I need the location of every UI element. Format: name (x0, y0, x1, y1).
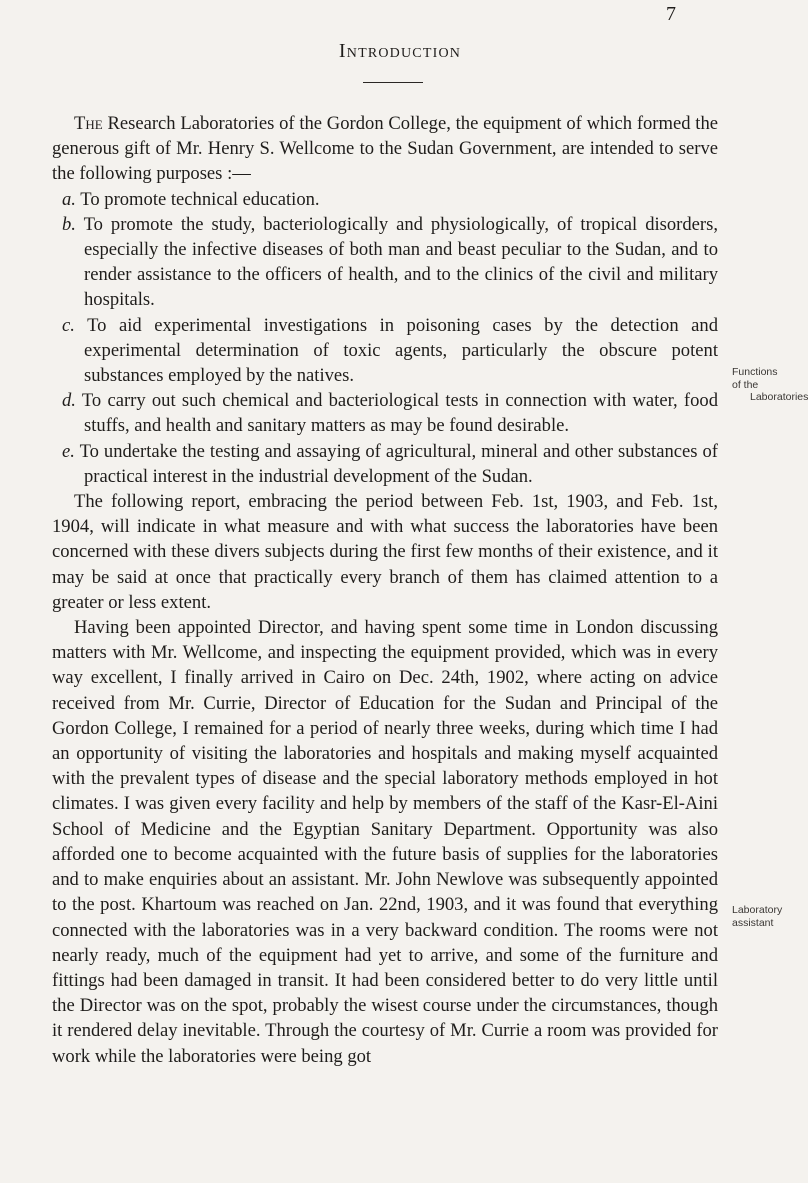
list-item-letter: c. (62, 314, 75, 336)
director-paragraph: Having been appointed Director, and having spent some time in London discussing matters with Mr. Wellcome, and inspecting the equipment provided, which was in every way excellent, I finally arrived in Cairo on Dec. 24th, 1902, where acting on advice received from Mr. Currie, Director of Education for the Sudan and Principal of the Gordon College, I remained for a period of nearly three weeks, during which time I had an opportunity of visiting the laboratories and hospitals and making myself acquainted with the prevalent types of disease and the special laboratory methods employed in hot climates. I was given every facility and help by members of the staff of the Kasr-El-Aini School of Medicine and the Egyptian Sanitary Department. Opportunity was also afforded one to become acquainted with the future basis of supplies for the laboratories and to make enquiries about an assistant. Mr. John Newlove was subsequently appointed to the post. Khartoum was reached on Jan. 22nd, 1903, and it was found that everything connected with the laboratories was in a very backward condition. The rooms were not nearly ready, much of the equipment had yet to arrive, and some of the furniture and fittings had been damaged in transit. It had been considered better to do very little until the Director was on the spot, probably the wisest course under the circumstances, though it rendered delay inevitable. Through the courtesy of Mr. Currie a room was provided for work while the laboratories were being got (52, 617, 718, 1067)
list-item (52, 187, 718, 212)
list-item (52, 212, 718, 313)
margin-note-line: Functions (732, 366, 778, 378)
list-item (52, 439, 718, 489)
list-item (52, 313, 718, 389)
list-item-text: To aid experimental investigations in poisoning cases by the detection and experimental determination of toxic agents, particularly the obscure potent substances employed by the natives. (84, 314, 719, 387)
intro-text: Research Laboratories of the Gordon College, the equipment of which formed the generous gift of Mr. Henry S. Wellcome to the Sudan Government, are intended to serve the following purposes :— (52, 113, 718, 185)
section-heading: Introduction (338, 40, 462, 62)
heading-rule (363, 82, 423, 83)
list-item-letter: e. (62, 440, 75, 462)
list-item-letter: b. (62, 213, 76, 235)
body-text (52, 111, 718, 1069)
list-item (52, 388, 718, 438)
list-item-text: To undertake the testing and assaying of agricultural, mineral and other substances of practical interest in the industrial development of the Sudan. (79, 440, 718, 487)
list-item-text: To carry out such chemical and bacteriological tests in connection with water, food stuffs, and health and sanitary matters as may be found desirable. (81, 390, 718, 437)
margin-note-assistant (732, 904, 800, 929)
margin-note-line: of the (732, 378, 759, 391)
intro-paragraph (52, 111, 718, 187)
report-paragraph: The following report, embracing the period between Feb. 1st, 1903, and Feb. 1st, 1904, will indicate in what measure and with what success the laboratories have been concerned with these divers subjects during the first few months of their existence, and it may be said at once that practically every branch of them has claimed attention to a greater or less extent. (52, 491, 718, 613)
margin-note-line: Laboratory (732, 904, 783, 916)
margin-note-line: assistant (732, 916, 774, 929)
margin-note-functions (732, 366, 808, 404)
margin-note-line: Laboratories (750, 391, 808, 403)
list-item-text: To promote the study, bacteriologically and physiologically, of tropical disorders, especially the infective diseases of both man and beast peculiar to the Sudan, and to render assistance to the officers of health, and to the clinics of the civil and military hospitals. (83, 213, 719, 311)
intro-lead-word: The (74, 113, 103, 134)
page-number: 7 (666, 3, 676, 25)
list-item-letter: d. (62, 390, 76, 412)
list-item-text: To promote technical education. (80, 188, 320, 210)
list-item-letter: a. (62, 188, 76, 210)
